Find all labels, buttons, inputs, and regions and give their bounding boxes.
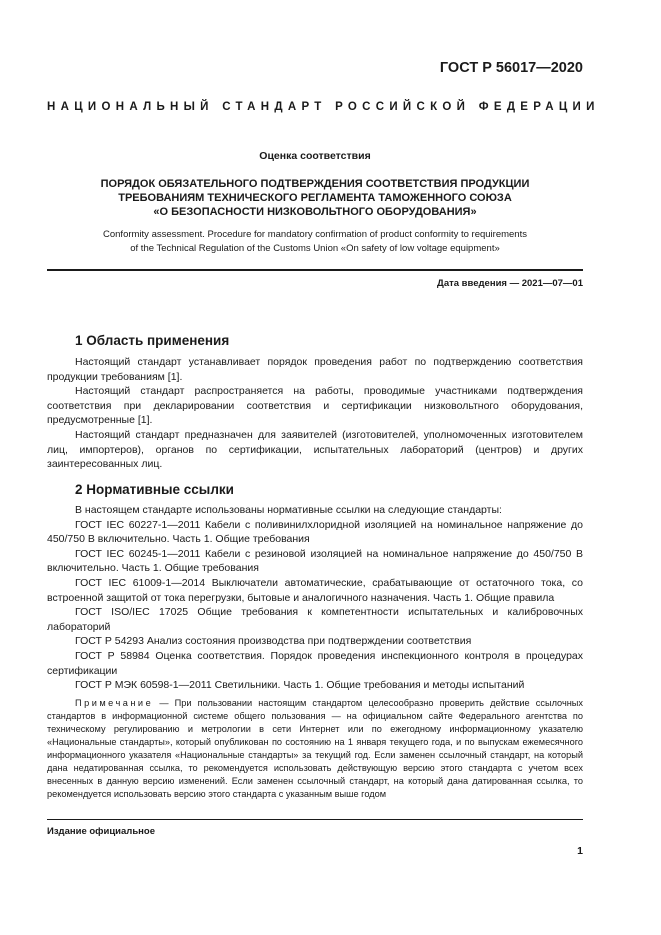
- section-2-body: [47, 503, 583, 693]
- title-divider: [47, 269, 583, 271]
- english-title-line-2: of the Technical Regulation of the Customs Union «On safety of low voltage equipment»: [130, 243, 500, 254]
- reference-item: ГОСТ ISO/IEC 17025 Общие требования к компетентности испытательных и калибровочных лабораторий: [47, 606, 583, 633]
- edition-label: Издание официальное: [47, 826, 155, 837]
- section-1-heading: 1 Область применения: [75, 333, 230, 348]
- section-2-heading: 2 Нормативные ссылки: [75, 482, 234, 497]
- document-subtitle: Оценка соответствия: [259, 150, 371, 162]
- title-line-2: ТРЕБОВАНИЯМ ТЕХНИЧЕСКОГО РЕГЛАМЕНТА ТАМОЖЕННОГО СОЮЗА: [118, 192, 512, 204]
- paragraph: В настоящем стандарте использованы нормативные ссылки на следующие стандарты:: [75, 504, 502, 516]
- paragraph: Настоящий стандарт устанавливает порядок проведения работ по подтверждению соответствия продукции требованиям [1].: [47, 356, 583, 383]
- reference-item: ГОСТ Р 58984 Оценка соответствия. Порядок проведения инспекционного контроля в процедурах сертификации: [47, 649, 583, 677]
- section-1-body: [47, 355, 583, 472]
- document-title: [47, 177, 583, 219]
- national-standard-banner: НАЦИОНАЛЬНЫЙ СТАНДАРТ РОССИЙСКОЙ ФЕДЕРАЦИИ: [47, 101, 600, 113]
- reference-item: ГОСТ Р 54293 Анализ состояния производства при подтверждении соответствия: [75, 635, 472, 648]
- standard-id: ГОСТ Р 56017—2020: [439, 60, 583, 76]
- reference-item: ГОСТ IEC 60227-1—2011 Кабели с поливинилхлоридной изоляцией на номинальное напряжение до 450/750 В включительно. Часть 1. Общие требования: [47, 518, 583, 546]
- reference-item: ГОСТ IEC 61009-1—2014 Выключатели автоматические, срабатывающие от остаточного тока, со встроенной защитой от тока перегрузки, бытовые и аналогичного назначения. Часть 1. Общие правила: [47, 576, 583, 604]
- note-paragraph: [47, 697, 583, 801]
- paragraph: Настоящий стандарт предназначен для заявителей (изготовителей, уполномоченных изготовителем лиц, импортеров), органов по сертификации, испытательных лабораторий (центров) и других заинтересованных лиц.: [47, 428, 583, 471]
- reference-item: ГОСТ IEC 60245-1—2011 Кабели с резиновой изоляцией на номинальное напряжение до 450/750 В включительно. Часть 1. Общие требования: [47, 547, 583, 575]
- title-line-3: «О БЕЗОПАСНОСТИ НИЗКОВОЛЬТНОГО ОБОРУДОВАНИЯ»: [153, 206, 477, 218]
- note-text: — При пользовании настоящим стандартом целесообразно проверить действие ссылочных стандартов в информационной системе общего пользования — на официальном сайте Федерального агентства по техническому регулированию и метрологии в сети Интернет или по ежегодному информационному указателю «Национальные стандарты», который опубликован по состоянию на 1 января текущего года, и по выпускам ежемесячного информационного указателя «Национальные стандарты» за текущий год. Если заменен ссылочный стандарт, на который дана недатированная ссылка, то рекомендуется использовать действующую версию этого стандарта с учетом всех внесенных в данную версию изменений. Если заменен ссылочный стандарт, на который дана датированная ссылка, то рекомендуется использовать версию этого стандарта с указанным выше годом: [47, 698, 583, 799]
- footer-divider: [47, 819, 583, 820]
- english-title: [47, 228, 583, 256]
- page-number: 1: [577, 845, 583, 857]
- note-block: [47, 697, 583, 801]
- note-label: Примечание: [75, 698, 154, 708]
- english-title-line-1: Conformity assessment. Procedure for mandatory confirmation of product conformity to requirements: [103, 229, 527, 240]
- paragraph: Настоящий стандарт распространяется на работы, проводимые участниками подтверждения соответствия при декларировании соответствия и сертификации низковольтного оборудования, предусмотренные [1].: [47, 385, 583, 427]
- title-line-1: ПОРЯДОК ОБЯЗАТЕЛЬНОГО ПОДТВЕРЖДЕНИЯ СООТВЕТСТВИЯ ПРОДУКЦИИ: [100, 178, 530, 190]
- introduction-date: Дата введения — 2021—07—01: [437, 278, 583, 289]
- reference-item: ГОСТ Р МЭК 60598-1—2011 Светильники. Часть 1. Общие требования и методы испытаний: [75, 679, 525, 692]
